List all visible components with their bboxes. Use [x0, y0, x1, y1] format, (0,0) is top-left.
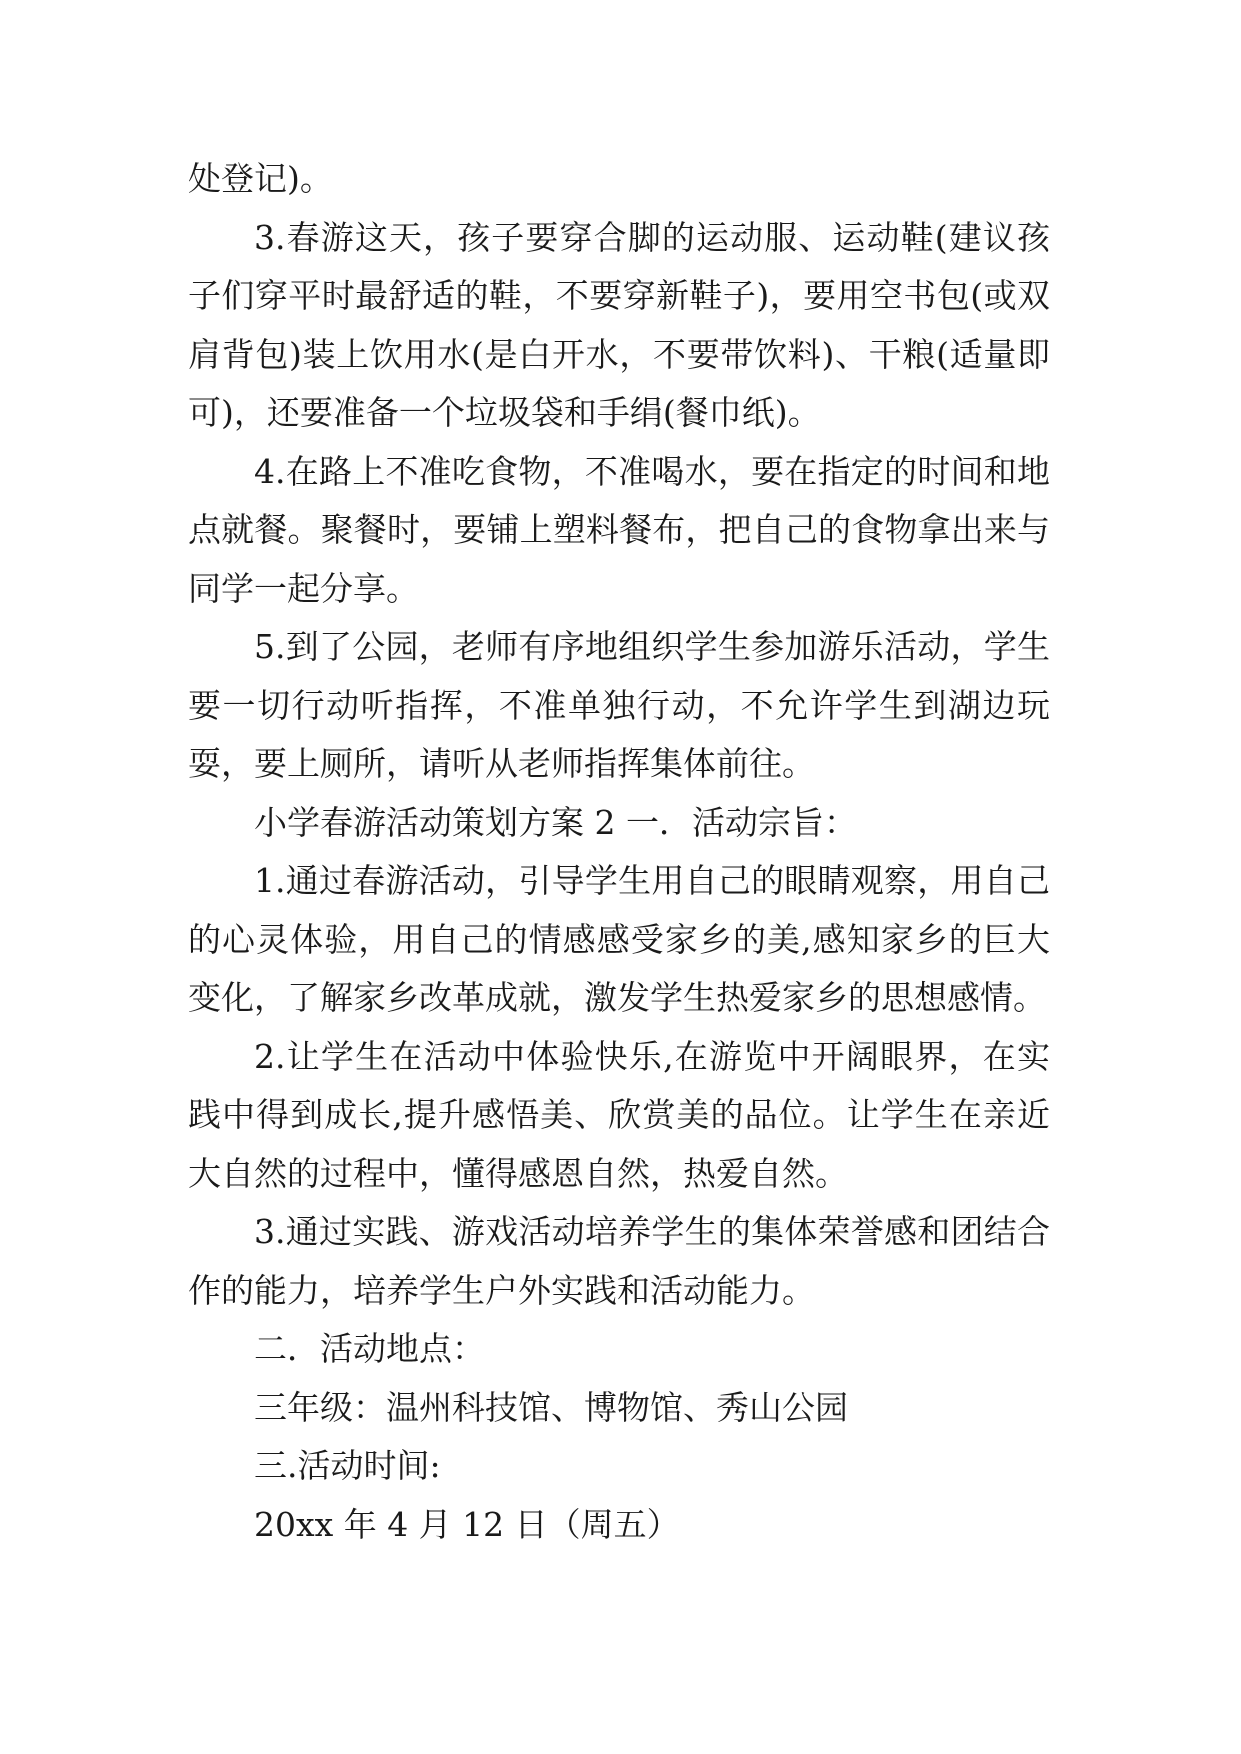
section-heading-plan-2-purpose: 小学春游活动策划方案 2 一．活动宗旨： — [254, 802, 857, 842]
paragraph-location-grade-3: 三年级：温州科技馆、博物馆、秀山公园 — [254, 1387, 848, 1427]
paragraph-item-4-eating: 4.在路上不准吃食物，不准喝水，要在指定的时间和地点就餐。聚餐时，要铺上塑料餐布，把自己的食物拿出来与同学一起分享。 — [188, 451, 1050, 608]
paragraph-item-5-park: 5.到了公园，老师有序地组织学生参加游乐活动，学生要一切行动听指挥，不准单独行动，不允许学生到湖边玩耍，要上厕所，请听从老师指挥集体前往。 — [188, 627, 1050, 783]
document-body — [188, 150, 1050, 1554]
paragraph-continuation: 处登记)。 — [188, 159, 333, 198]
section-heading-location: 二．活动地点： — [254, 1329, 485, 1368]
paragraph-item-3-attire: 3.春游这天，孩子要穿合脚的运动服、运动鞋(建议孩子们穿平时最舒适的鞋，不要穿新鞋子)，要用空书包(或双肩背包)装上饮用水(是白开水，不要带饮料)、干粮(适量即可)，还要准备一个垃圾袋和手绢(餐巾纸)。 — [188, 217, 1050, 432]
paragraph-purpose-2: 2.让学生在活动中体验快乐,在游览中开阔眼界，在实践中得到成长,提升感悟美、欣赏美的品位。让学生在亲近大自然的过程中，懂得感恩自然，热爱自然。 — [188, 1036, 1050, 1193]
paragraph-purpose-3: 3.通过实践、游戏活动培养学生的集体荣誉感和团结合作的能力，培养学生户外实践和活动能力。 — [188, 1212, 1050, 1310]
paragraph-purpose-1: 1.通过春游活动，引导学生用自己的眼睛观察，用自己的心灵体验，用自己的情感感受家乡的美,感知家乡的巨大变化，了解家乡改革成就，激发学生热爱家乡的思想感情。 — [188, 861, 1050, 1017]
section-heading-time: 三.活动时间: — [254, 1446, 441, 1485]
paragraph-date: 20xx 年 4 月 12 日（周五） — [254, 1504, 680, 1544]
